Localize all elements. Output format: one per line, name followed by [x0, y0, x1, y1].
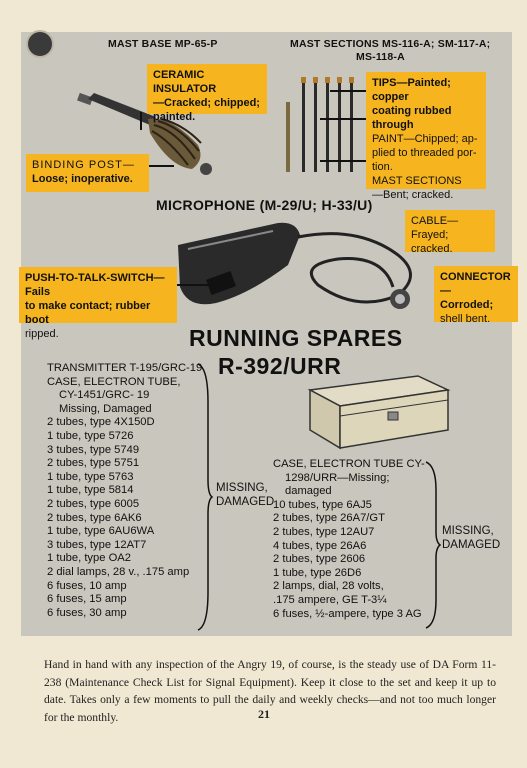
ceramic-insulator-callout: CERAMIC INSULATOR —Cracked; chipped; painted.: [147, 64, 267, 114]
list-item: 2 tubes, type 2606: [273, 553, 366, 566]
list-item: CASE, ELECTRON TUBE,: [47, 375, 181, 388]
cable-callout: CABLE—Frayed; cracked.: [405, 210, 495, 252]
leader-line: [330, 90, 366, 92]
list-item: 1 tube, type OA2: [47, 552, 131, 565]
list-item: 6 fuses, 30 amp: [47, 606, 127, 619]
list-item: 1298/URR—Missing;: [285, 471, 390, 484]
list-item: 4 tubes, type 26A6: [273, 539, 367, 552]
list-item: 3 tubes, type 12AT7: [47, 538, 147, 551]
transmitter-spares-list: [47, 362, 202, 620]
leader-line: [320, 118, 366, 120]
list-item: 2 tubes, type 26A7/GT: [273, 512, 385, 525]
list-item: 2 dial lamps, 28 v., .175 amp: [47, 565, 190, 578]
list-item: 6 fuses, 10 amp: [47, 579, 127, 592]
leader-line: [149, 165, 174, 167]
microphone-title: MICROPHONE (M-29/U; H-33/U): [156, 197, 373, 213]
list-item: 1 tube, type 5726: [47, 429, 134, 442]
mast-sections-label-2: MS-118-A: [356, 51, 405, 63]
list-item: .175 ampere, GE T-3¼: [273, 593, 387, 606]
mast-sections-label: MAST SECTIONS MS-116-A; SM-117-A;: [290, 38, 491, 50]
list-item: 1 tube, type 5814: [47, 484, 134, 497]
list-item: 1 tube, type 6AU6WA: [47, 525, 155, 538]
leader-line: [140, 112, 142, 130]
list-item: 3 tubes, type 5749: [47, 443, 140, 456]
list-item: 2 tubes, type 6AK6: [47, 511, 142, 524]
list-item: Missing, Damaged: [59, 402, 152, 415]
list-item: 2 lamps, dial, 28 volts,: [273, 580, 384, 593]
brace-1: [196, 362, 214, 632]
list-item: 1 tube, type 5763: [47, 470, 134, 483]
missing-damaged-label-2: MISSING, DAMAGED: [442, 525, 501, 551]
push-to-talk-callout: PUSH-TO-TALK-SWITCH—Fails to make contact; rubber boot ripped.: [19, 267, 177, 323]
list-item: CASE, ELECTRON TUBE CY-: [273, 458, 425, 470]
list-item: 1 tube, type 26D6: [273, 566, 362, 579]
page-number: 21: [258, 707, 270, 721]
missing-damaged-label-1: MISSING, DAMAGED: [216, 482, 275, 508]
mast-base-label: MAST BASE MP-65-P: [108, 38, 218, 50]
list-item: 2 tubes, type 12AU7: [273, 525, 375, 538]
list-item: TRANSMITTER T-195/GRC-19: [47, 362, 203, 374]
running-spares-title: RUNNING SPARES: [189, 325, 403, 351]
list-item: 2 tubes, type 5751: [47, 457, 140, 470]
list-item: CY-1451/GRC- 19: [59, 389, 150, 402]
binding-post-callout: BINDING POST— Loose; inoperative.: [26, 154, 149, 192]
receiver-spares-list: [273, 458, 425, 621]
list-item: 6 fuses, 15 amp: [47, 593, 127, 606]
brace-2: [424, 460, 442, 630]
list-item: damaged: [285, 485, 332, 498]
list-item: 10 tubes, type 6AJ5: [273, 498, 372, 511]
list-item: 2 tubes, type 4X150D: [47, 416, 155, 429]
model-title: R-392/URR: [218, 353, 342, 379]
tube-case-illustration: [300, 368, 455, 453]
leader-line: [177, 284, 211, 286]
connector-callout: CONNECTOR— Corroded; shell bent.: [434, 266, 518, 322]
list-item: 6 fuses, ½-ampere, type 3 AG: [273, 607, 422, 620]
tips-callout: TIPS—Painted; copper coating rubbed through PAINT—Chipped; ap- plied to threaded por- tion. MAST SECTIONS —Bent; cracked.: [366, 72, 486, 189]
microphone-illustration: [168, 215, 438, 325]
body-paragraph: Hand in hand with any inspection of the Angry 19, of course, is the steady use of DA Form 11-238 (Maintenance Check List for Signal Equipment). Keep it close to the set and keep it up to date. Takes only a few moments to pull the daily and weekly checks—and not too much longer for the monthly.: [44, 658, 496, 724]
leader-line: [320, 160, 366, 162]
binder-hole: [26, 30, 54, 58]
list-item: 2 tubes, type 6005: [47, 497, 140, 510]
